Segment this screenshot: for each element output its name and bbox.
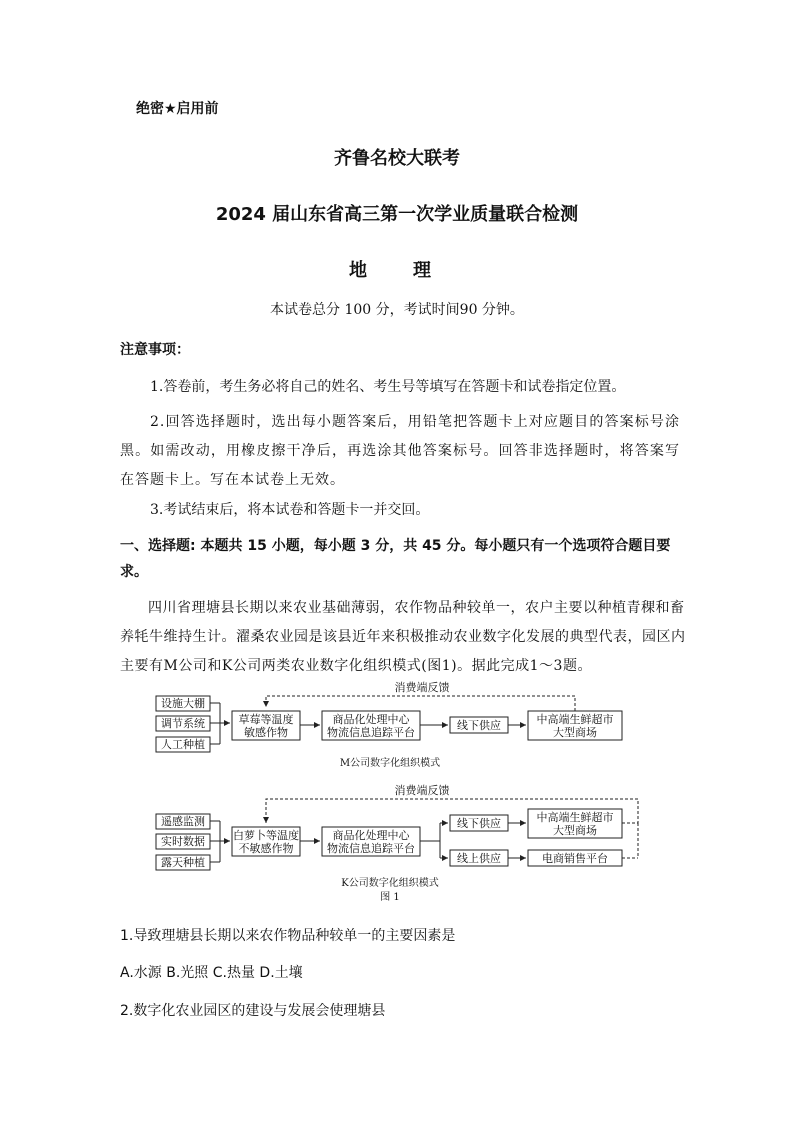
notes-title: 注意事项： — [120, 342, 190, 358]
question-1-stem: 1.导致理塘县长期以来农作物品种较单一的主要因素是 — [120, 928, 456, 944]
k-online-channel: 线上供应 — [457, 852, 501, 865]
confidential-label: 绝密★启用前 — [136, 101, 219, 117]
k-offline-channel: 线下供应 — [457, 817, 501, 830]
m-crop-line-1: 草莓等温度 — [238, 713, 294, 726]
figure-label: 图 1 — [380, 892, 400, 903]
m-channel: 线下供应 — [457, 719, 501, 732]
exam-info: 本试卷总分 100 分，考试时间90 分钟。 — [270, 302, 524, 318]
k-feedback-label: 消费端反馈 — [394, 784, 450, 797]
figure-1-diagram — [150, 676, 650, 908]
k-center-line-2: 物流信息追踪平台 — [327, 842, 415, 855]
k-crop-line-1: 白萝卜等温度 — [233, 829, 299, 842]
k-caption: K公司数字化组织模式 — [341, 878, 439, 889]
note-item-2: 2.回答选择题时，选出每小题答案后，用铅笔把答题卡上对应题目的答案标号涂黑。如需改动，用橡皮擦干净后，再选涂其他答案标号。回答非选择题时，将答案写在答题卡上。写在本试卷上无效。 — [120, 414, 680, 488]
question-2-stem: 2.数字化农业园区的建设与发展会使理塘县 — [120, 1003, 386, 1019]
section-heading: 一、选择题: 本题共 15 小题，每小题 3 分，共 45 分。每小题只有一个选项符合题目要求。 — [120, 538, 671, 580]
k-input-2: 实时数据 — [161, 835, 205, 848]
exam-name: 齐鲁名校大联考 — [334, 148, 460, 169]
question-1-options: A.水源 B.光照 C.热量 D.土壤 — [120, 965, 303, 981]
k-online-market: 电商销售平台 — [542, 852, 608, 865]
exam-title: 2024 届山东省高三第一次学业质量联合检测 — [215, 204, 579, 225]
m-market-line-1: 中高端生鲜超市 — [536, 713, 614, 726]
m-caption: M公司数字化组织模式 — [339, 758, 441, 769]
k-input-1: 遥感监测 — [161, 815, 205, 828]
m-crop-line-2: 敏感作物 — [244, 726, 288, 739]
m-input-1: 设施大棚 — [161, 697, 205, 710]
k-input-3: 露天种植 — [161, 856, 205, 869]
subject-title: 地 理 — [349, 260, 445, 281]
m-input-2: 调节系统 — [161, 717, 205, 730]
k-market-line-2: 大型商场 — [553, 824, 597, 837]
note-item-3: 3.考试结束后，将本试卷和答题卡一并交回。 — [150, 502, 430, 518]
m-feedback-label: 消费端反馈 — [394, 681, 450, 694]
question-stem-paragraph: 四川省理塘县长期以来农业基础薄弱，农作物品种较单一，农户主要以种植青稞和畜养牦牛维持生计。濯桑农业园是该县近年来积极推动农业数字化发展的典型代表，园区内主要有M公司和K公司两类农业数字化组织模式(图1)。据此完成1～3题。 — [120, 600, 686, 674]
m-center-line-1: 商品化处理中心 — [332, 713, 410, 726]
m-center-line-2: 物流信息追踪平台 — [327, 726, 415, 739]
k-center-line-1: 商品化处理中心 — [332, 829, 410, 842]
m-market-line-2: 大型商场 — [553, 726, 597, 739]
m-input-3: 人工种植 — [161, 738, 205, 751]
k-crop-line-2: 不敏感作物 — [238, 842, 294, 855]
k-market-line-1: 中高端生鲜超市 — [536, 811, 614, 824]
note-item-1: 1.答卷前，考生务必将自己的姓名、考生号等填写在答题卡和试卷指定位置。 — [150, 379, 626, 395]
